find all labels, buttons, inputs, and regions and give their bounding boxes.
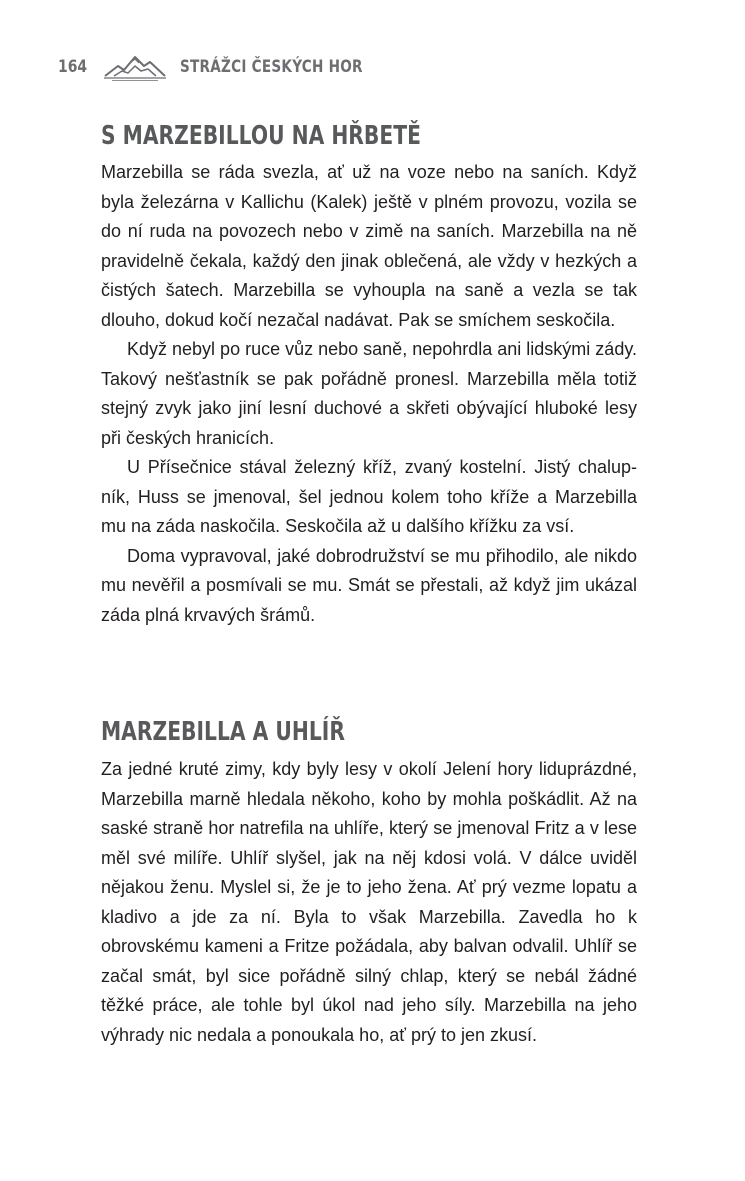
mountain-range-icon (104, 52, 166, 82)
section-body (101, 755, 637, 1050)
section-heading: MARZEBILLA A UHLÍŘ (101, 717, 345, 747)
section-body (101, 158, 637, 630)
book-title: STRÁŽCI ČESKÝCH HOR (180, 57, 363, 77)
page-number: 164 (58, 57, 88, 77)
paragraph: Když nebyl po ruce vůz nebo saně, nepohrdla ani lidskými zády. Takový nešťastník se pak pořádně pronesl. Marzebilla měla totiž stejný zvyk jako jiní lesní duchové a skřeti obývající hluboké lesy při českých hranicích. (101, 339, 637, 448)
paragraph: Za jedné kruté zimy, kdy byly lesy v okolí Jelení hory liduprázdné, Marzebilla marně hledala někoho, koho by mohla poškádlit. Až na saské straně hor natrefila na uhlíře, který se jmenoval Fritz a v lese měl své milíře. Uhlíř slyšel, jak na něj kdosi volá. V dálce uviděl nějakou ženu. Myslel si, že je to jeho žena. Ať prý vezme lopatu a kladivo a jde za ní. Byla to však Marzebilla. Zavedla ho k obrovskému kameni a Fritze požádala, aby balvan odvalil. Uhlíř se začal smát, byl sice pořádně silný chlap, který se nebál žádné těžké práce, ale tohle byl úkol nad jeho síly. Marzebilla na jeho výhrady nic nedala a ponoukala ho, ať prý to jen zkusí. (101, 759, 637, 1045)
paragraph: U Přísečnice stával železný kříž, zvaný kostelní. Jistý chalupník, Huss se jmenoval, šel jednou kolem toho kříže a Marzebilla mu na záda naskočila. Seskočila až u dalšího křížku za vsí. (101, 457, 637, 536)
paragraph: Marzebilla se ráda svezla, ať už na voze nebo na saních. Když byla železárna v Kallichu (Kalek) ještě v plném provozu, vozila se do ní ruda na povozech nebo v zimě na saních. Marzebilla na ně pravidelně čekala, každý den jinak oblečená, ale vždy v hezkých a čistých šatech. Marzebilla se vyhoupla na saně a vezla se tak dlouho, dokud kočí nezačal nadávat. Pak se smíchem seskočila. (101, 162, 637, 330)
paragraph: Doma vypravoval, jaké dobrodružství se mu přihodilo, ale nikdo mu nevěřil a posmívali se mu. Smát se přestali, až když jim ukázal záda plná krvavých šrámů. (101, 545, 637, 625)
running-header (58, 52, 408, 82)
section-heading: S MARZEBILLOU NA HŘBETĚ (101, 121, 421, 151)
